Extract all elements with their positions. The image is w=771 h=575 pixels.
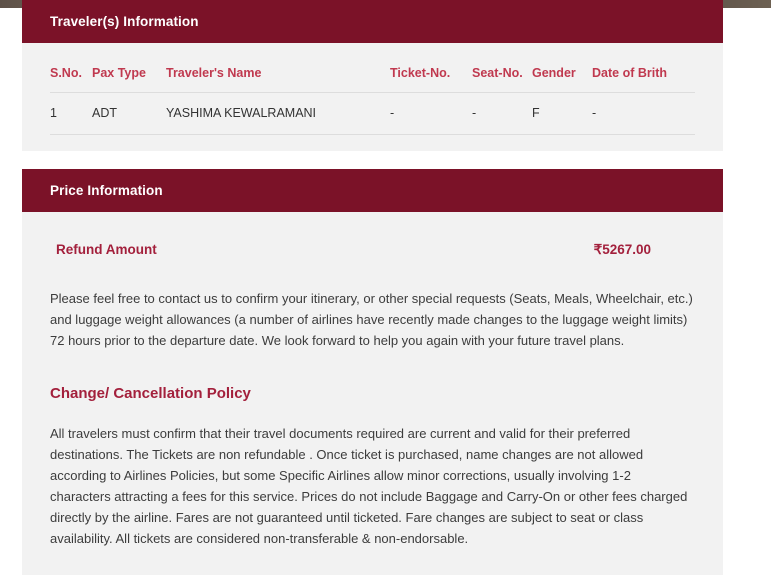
document-body xyxy=(22,0,723,575)
traveler-table-wrap xyxy=(22,43,723,135)
cell-seat-no: - xyxy=(472,93,532,135)
section-gap xyxy=(22,151,723,169)
cell-ticket-no: - xyxy=(390,93,472,135)
price-section-header: Price Information xyxy=(22,169,723,212)
table-row xyxy=(50,93,695,135)
refund-amount-label: Refund Amount xyxy=(56,242,157,257)
cell-pax-type: ADT xyxy=(92,93,166,135)
column-header-ticket: Ticket-No. xyxy=(390,43,472,93)
traveler-panel xyxy=(22,43,723,151)
contact-note-text: Please feel free to contact us to confirm your itinerary, or other special requests (Seats, Meals, Wheelchair, etc.) and luggage weight allowances (a number of airlines have recently made changes to the luggage weight limits) 72 hours prior to the departure date. We look forward to help you again with your future travel plans. xyxy=(50,291,693,348)
refund-amount-value: ₹5267.00 xyxy=(593,242,651,257)
table-header-row xyxy=(50,43,695,93)
column-header-dob: Date of Brith xyxy=(592,43,695,93)
traveler-section-header: Traveler(s) Information xyxy=(22,0,723,43)
cancellation-policy-text: All travelers must confirm that their travel documents required are current and valid for their preferred destinations. The Tickets are non refundable . Once ticket is purchased, name changes are not allowed according to Airlines Policies, but some Specific Airlines allow minor corrections, usually involving 1-2 characters attracting a fees for this service. Prices do not include Baggage and Carry-On or other fees charged directly by the airline. Fares are not guaranteed until ticketed. Fare changes are subject to seat or class availability. All tickets are considered non-transferable & non-endorsable. xyxy=(50,426,688,546)
cancellation-policy-title: Change/ Cancellation Policy xyxy=(50,385,251,402)
refund-row xyxy=(50,212,695,258)
column-header-name: Traveler's Name xyxy=(166,43,390,93)
traveler-table xyxy=(50,43,695,135)
column-header-gender: Gender xyxy=(532,43,592,93)
column-header-pax-type: Pax Type xyxy=(92,43,166,93)
price-panel xyxy=(22,212,723,575)
cell-gender: F xyxy=(532,93,592,135)
cell-name: YASHIMA KEWALRAMANI xyxy=(166,93,390,135)
column-header-seat: Seat-No. xyxy=(472,43,532,93)
traveler-panel-spacer xyxy=(22,135,723,151)
cell-dob: - xyxy=(592,93,695,135)
cell-sno: 1 xyxy=(50,93,92,135)
column-header-sno: S.No. xyxy=(50,43,92,93)
